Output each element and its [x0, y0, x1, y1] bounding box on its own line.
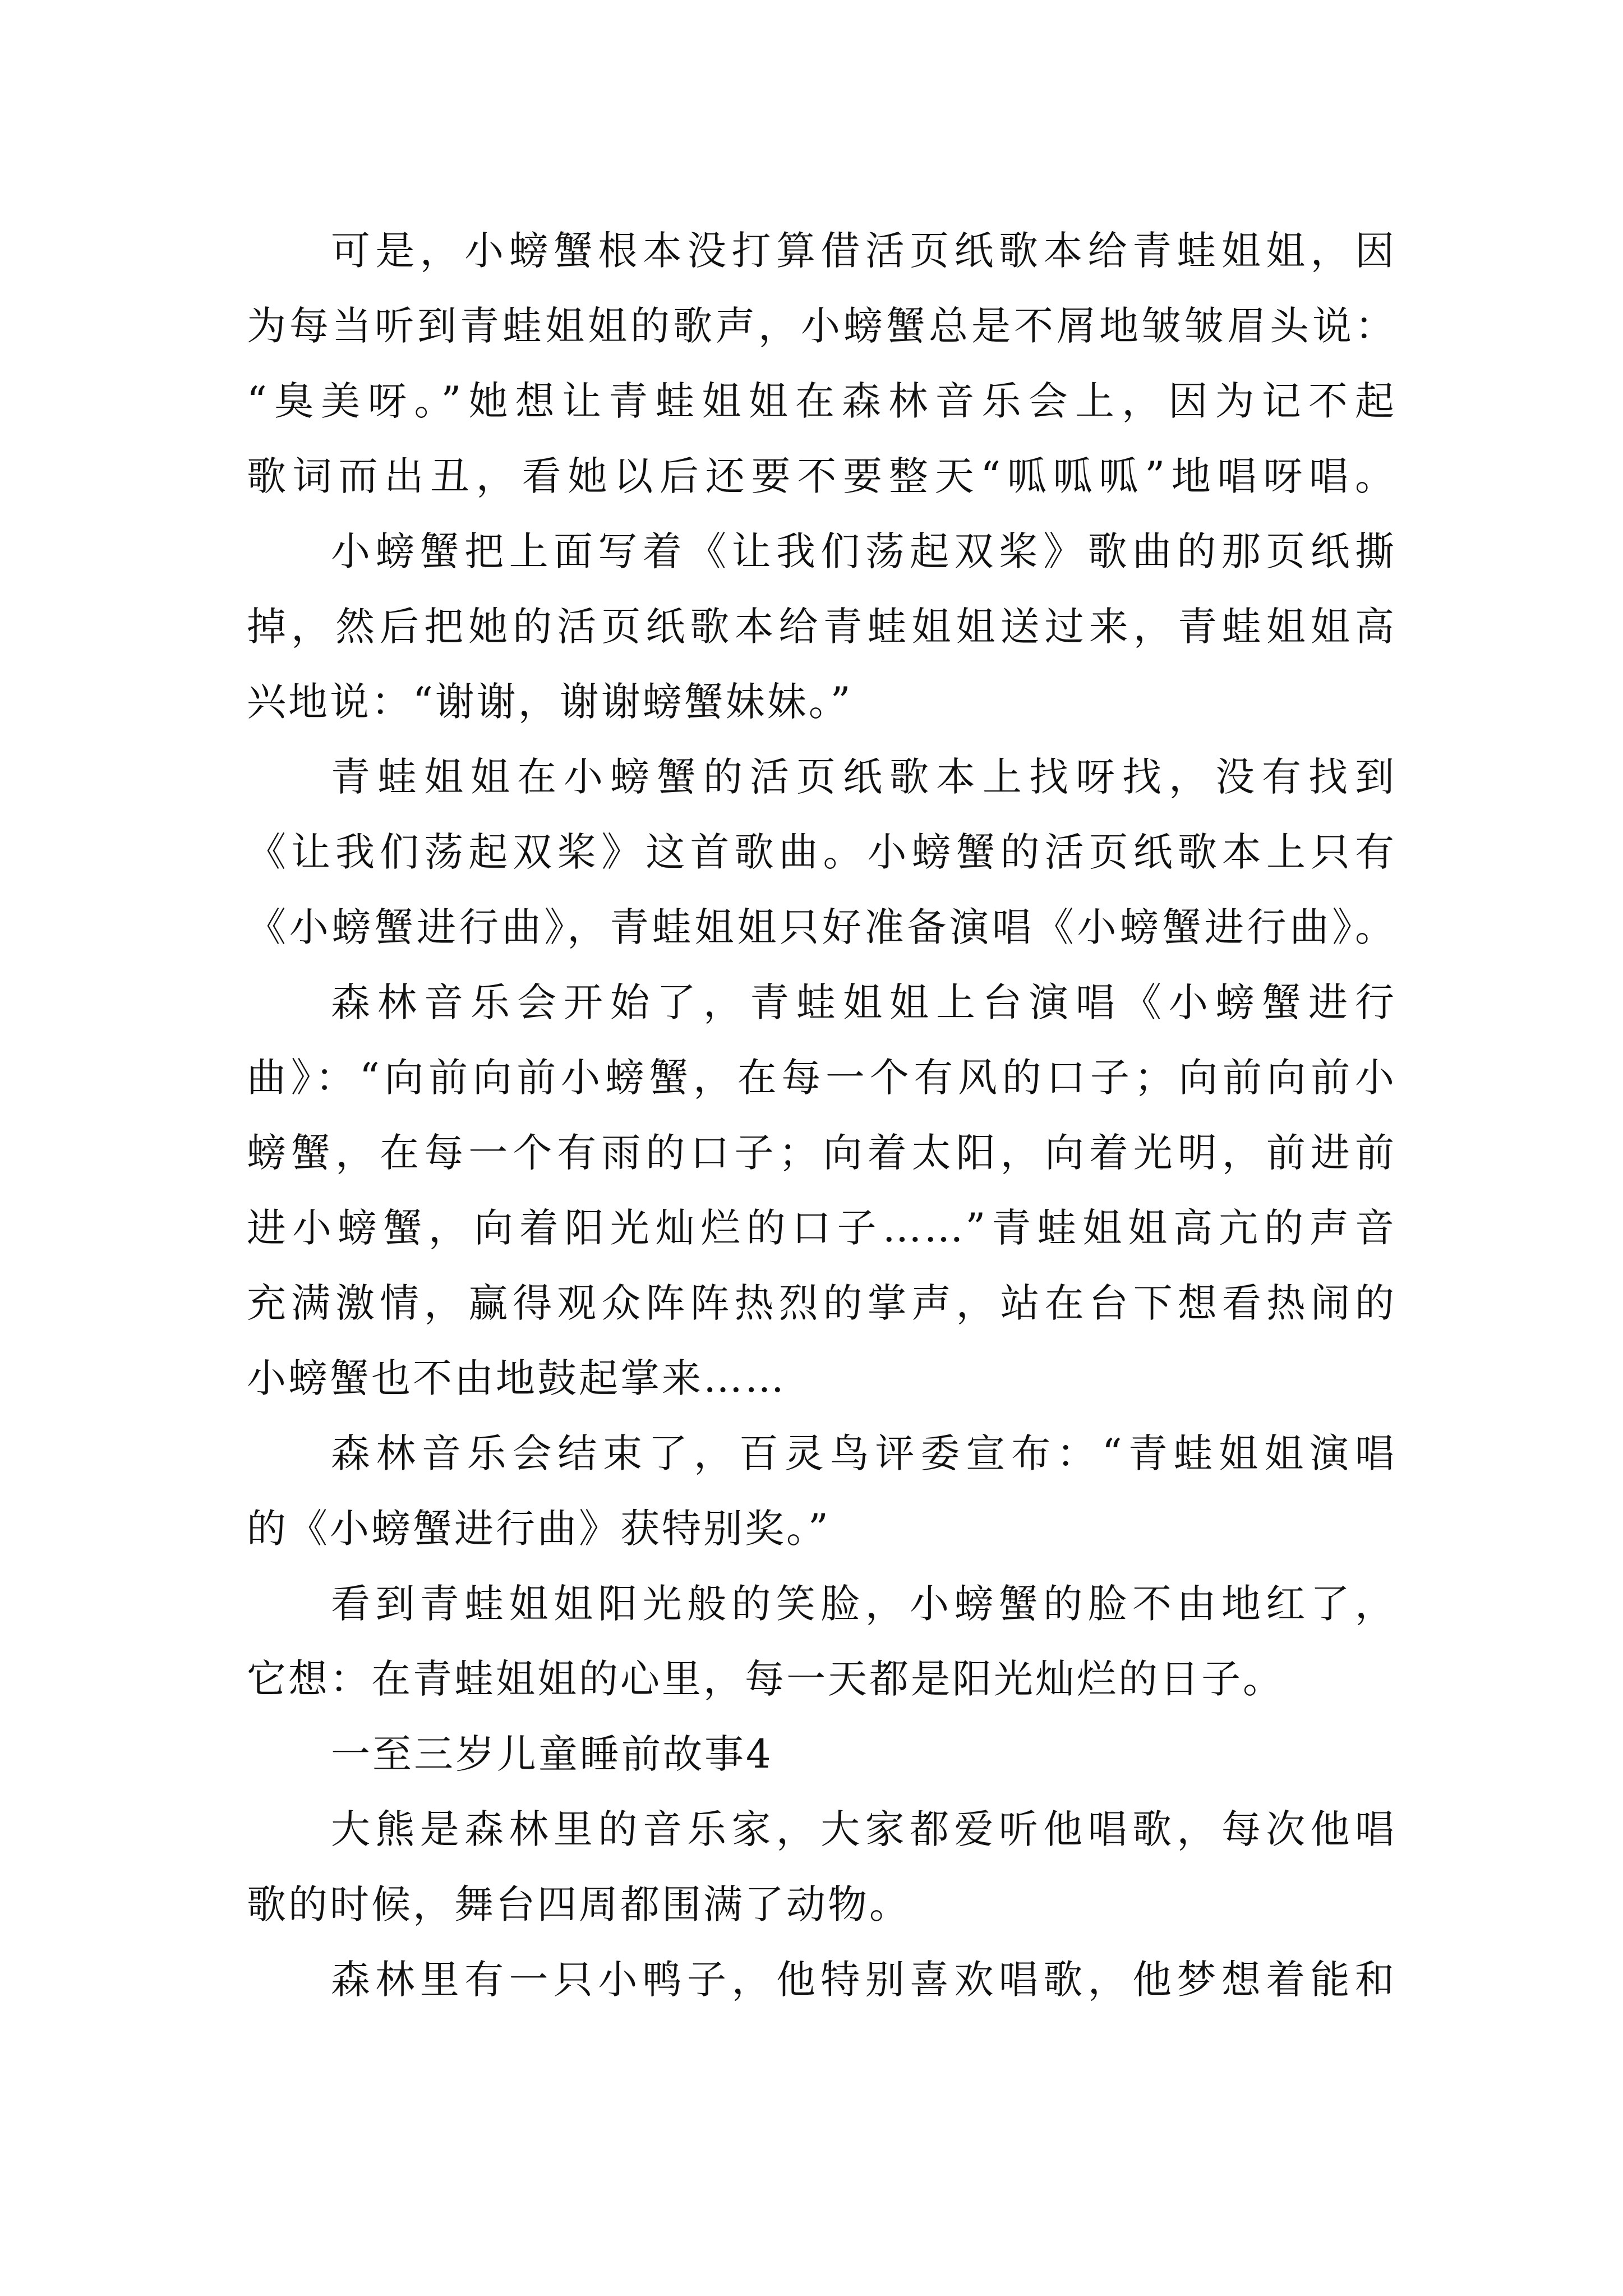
text-line: “臭美呀。”她想让青蛙姐姐在森林音乐会上，因为记不起	[247, 378, 1396, 424]
text-line: 《让我们荡起双桨》这首歌曲。小螃蟹的活页纸歌本上只有	[247, 829, 1396, 875]
text-line: 进小螃蟹，向着阳光灿烂的口子……”青蛙姐姐高亢的声音	[247, 1205, 1396, 1251]
text-line: 的《小螃蟹进行曲》获特别奖。”	[247, 1506, 831, 1552]
section-heading: 一至三岁儿童睡前故事4	[331, 1731, 773, 1777]
text-line: 大熊是森林里的音乐家，大家都爱听他唱歌，每次他唱	[331, 1806, 1396, 1852]
text-line: 森林里有一只小鸭子，他特别喜欢唱歌，他梦想着能和	[331, 1957, 1396, 2003]
text-line: 歌的时候，舞台四周都围满了动物。	[247, 1881, 911, 1927]
text-line: 兴地说：“谢谢，谢谢螃蟹妹妹。”	[247, 679, 853, 725]
text-line: 看到青蛙姐姐阳光般的笑脸，小螃蟹的脸不由地红了，	[331, 1581, 1396, 1627]
text-line: 为每当听到青蛙姐姐的歌声，小螃蟹总是不屑地皱皱眉头说：	[247, 303, 1396, 349]
text-line: 《小螃蟹进行曲》，青蛙姐姐只好准备演唱《小螃蟹进行曲》。	[247, 904, 1396, 950]
text-line: 森林音乐会开始了，青蛙姐姐上台演唱《小螃蟹进行	[331, 979, 1396, 1025]
text-line: 青蛙姐姐在小螃蟹的活页纸歌本上找呀找，没有找到	[331, 754, 1396, 800]
text-line: 曲》：“向前向前小螃蟹，在每一个有风的口子；向前向前小	[247, 1055, 1396, 1101]
story-text	[247, 213, 1396, 2017]
text-line: 它想：在青蛙姐姐的心里，每一天都是阳光灿烂的日子。	[247, 1656, 1284, 1702]
text-line: 可是，小螃蟹根本没打算借活页纸歌本给青蛙姐姐，因	[331, 228, 1396, 274]
text-line: 小螃蟹把上面写着《让我们荡起双桨》歌曲的那页纸撕	[331, 528, 1396, 574]
text-line: 掉，然后把她的活页纸歌本给青蛙姐姐送过来，青蛙姐姐高	[247, 604, 1396, 650]
text-line: 歌词而出丑，看她以后还要不要整天“呱呱呱”地唱呀唱。	[247, 453, 1396, 499]
text-line: 小螃蟹也不由地鼓起掌来……	[247, 1355, 786, 1401]
text-line: 森林音乐会结束了，百灵鸟评委宣布：“青蛙姐姐演唱	[331, 1430, 1396, 1476]
text-line: 螃蟹，在每一个有雨的口子；向着太阳，向着光明，前进前	[247, 1130, 1396, 1176]
text-line: 充满激情，赢得观众阵阵热烈的掌声，站在台下想看热闹的	[247, 1280, 1396, 1326]
